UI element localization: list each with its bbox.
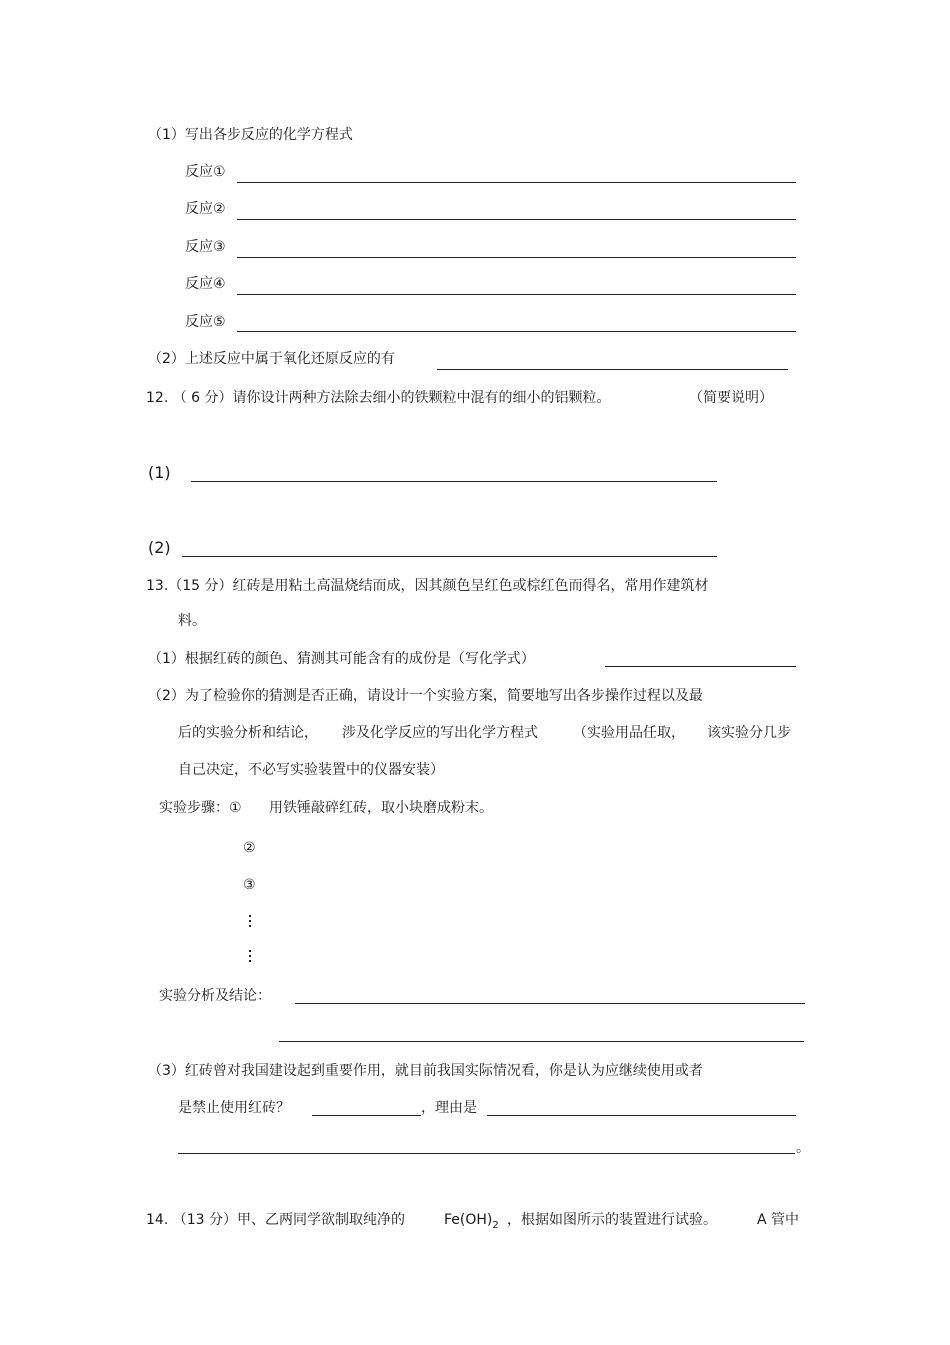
q14-formula	[444, 1212, 499, 1234]
experiment-steps-label: 实验步骤：①	[159, 800, 242, 816]
vertical-ellipsis-icon	[248, 915, 252, 930]
q12-answer-2-label: (2)	[148, 538, 171, 557]
reason-answer-line-1[interactable]	[487, 1115, 796, 1116]
q13-part2-line3: 自己决定，不必写实验装置中的仪器安装）	[178, 762, 444, 778]
q13-part2-line2c: （实验用品任取，	[573, 725, 685, 741]
q13-part3-line2a: 是禁止使用红砖？	[178, 1100, 290, 1116]
q14-formula-subscript: 2	[492, 1219, 499, 1231]
usage-choice-answer-line[interactable]	[312, 1115, 421, 1116]
reason-answer-line-2[interactable]	[178, 1153, 795, 1154]
q14-stem-a: 14. （13 分）甲、乙两同学欲制取纯净的	[146, 1212, 405, 1228]
q11-part2-label: （2）上述反应中属于氧化还原反应的有	[148, 351, 395, 367]
q13-part3-line1: （3）红砖曾对我国建设起到重要作用，就目前我国实际情况看，你是认为应继续使用或者	[148, 1063, 703, 1079]
q14-stem-c: A 管中	[757, 1212, 800, 1228]
q13-part1-label: （1）根据红砖的颜色、猜测其可能含有的成份是（写化学式）	[148, 651, 535, 667]
experiment-step-3: ③	[243, 877, 256, 893]
q13-part1-answer-line[interactable]	[605, 666, 796, 667]
sentence-end-mark: 。	[796, 1140, 810, 1156]
reaction-label-4: 反应④	[185, 276, 226, 292]
q13-part2-line2a: 后的实验分析和结论，	[178, 725, 318, 741]
q14-formula-main: Fe(OH)	[444, 1212, 493, 1228]
analysis-answer-line-1[interactable]	[295, 1003, 805, 1004]
q13-stem-line1: 13.（15 分）红砖是用粘土高温烧结而成，因其颜色呈红色或棕红色而得名，常用作建筑材	[146, 578, 709, 594]
analysis-answer-line-2[interactable]	[279, 1041, 804, 1042]
reaction-4-answer-line[interactable]	[237, 294, 796, 295]
q13-stem-line2: 料。	[178, 613, 206, 629]
reaction-1-answer-line[interactable]	[237, 182, 796, 183]
experiment-step-2: ②	[243, 840, 256, 856]
experiment-step-1: 用铁锤敲碎红砖，取小块磨成粉末。	[269, 800, 493, 816]
q13-part3-line2b: ，理由是	[421, 1100, 477, 1116]
q12-stem: 12. （ 6 分）请你设计两种方法除去细小的铁颗粒中混有的细小的铝颗粒。	[146, 390, 611, 406]
q13-part2-line2b: 涉及化学反应的写出化学方程式	[342, 725, 538, 741]
redox-answer-line[interactable]	[437, 369, 788, 370]
reaction-5-answer-line[interactable]	[237, 331, 796, 332]
q13-part2-line1: （2）为了检验你的猜测是否正确，请设计一个实验方案，简要地写出各步操作过程以及最	[148, 688, 703, 704]
vertical-ellipsis-icon	[248, 950, 252, 965]
q11-part1-label: （1）写出各步反应的化学方程式	[148, 127, 353, 143]
reaction-2-answer-line[interactable]	[237, 219, 796, 220]
analysis-label: 实验分析及结论：	[159, 988, 271, 1004]
reaction-label-1: 反应①	[185, 164, 226, 180]
q12-answer-1-line[interactable]	[191, 481, 717, 482]
q13-part2-line2d: 该实验分几步	[707, 725, 791, 741]
q12-answer-1-label: (1)	[148, 463, 171, 482]
q12-answer-2-line[interactable]	[182, 556, 717, 557]
q12-note: （简要说明）	[689, 390, 773, 406]
reaction-label-2: 反应②	[185, 201, 226, 217]
reaction-3-answer-line[interactable]	[237, 257, 796, 258]
reaction-label-3: 反应③	[185, 239, 226, 255]
q14-stem-b: ，根据如图所示的装置进行试验。	[507, 1212, 717, 1228]
reaction-label-5: 反应⑤	[185, 314, 226, 330]
